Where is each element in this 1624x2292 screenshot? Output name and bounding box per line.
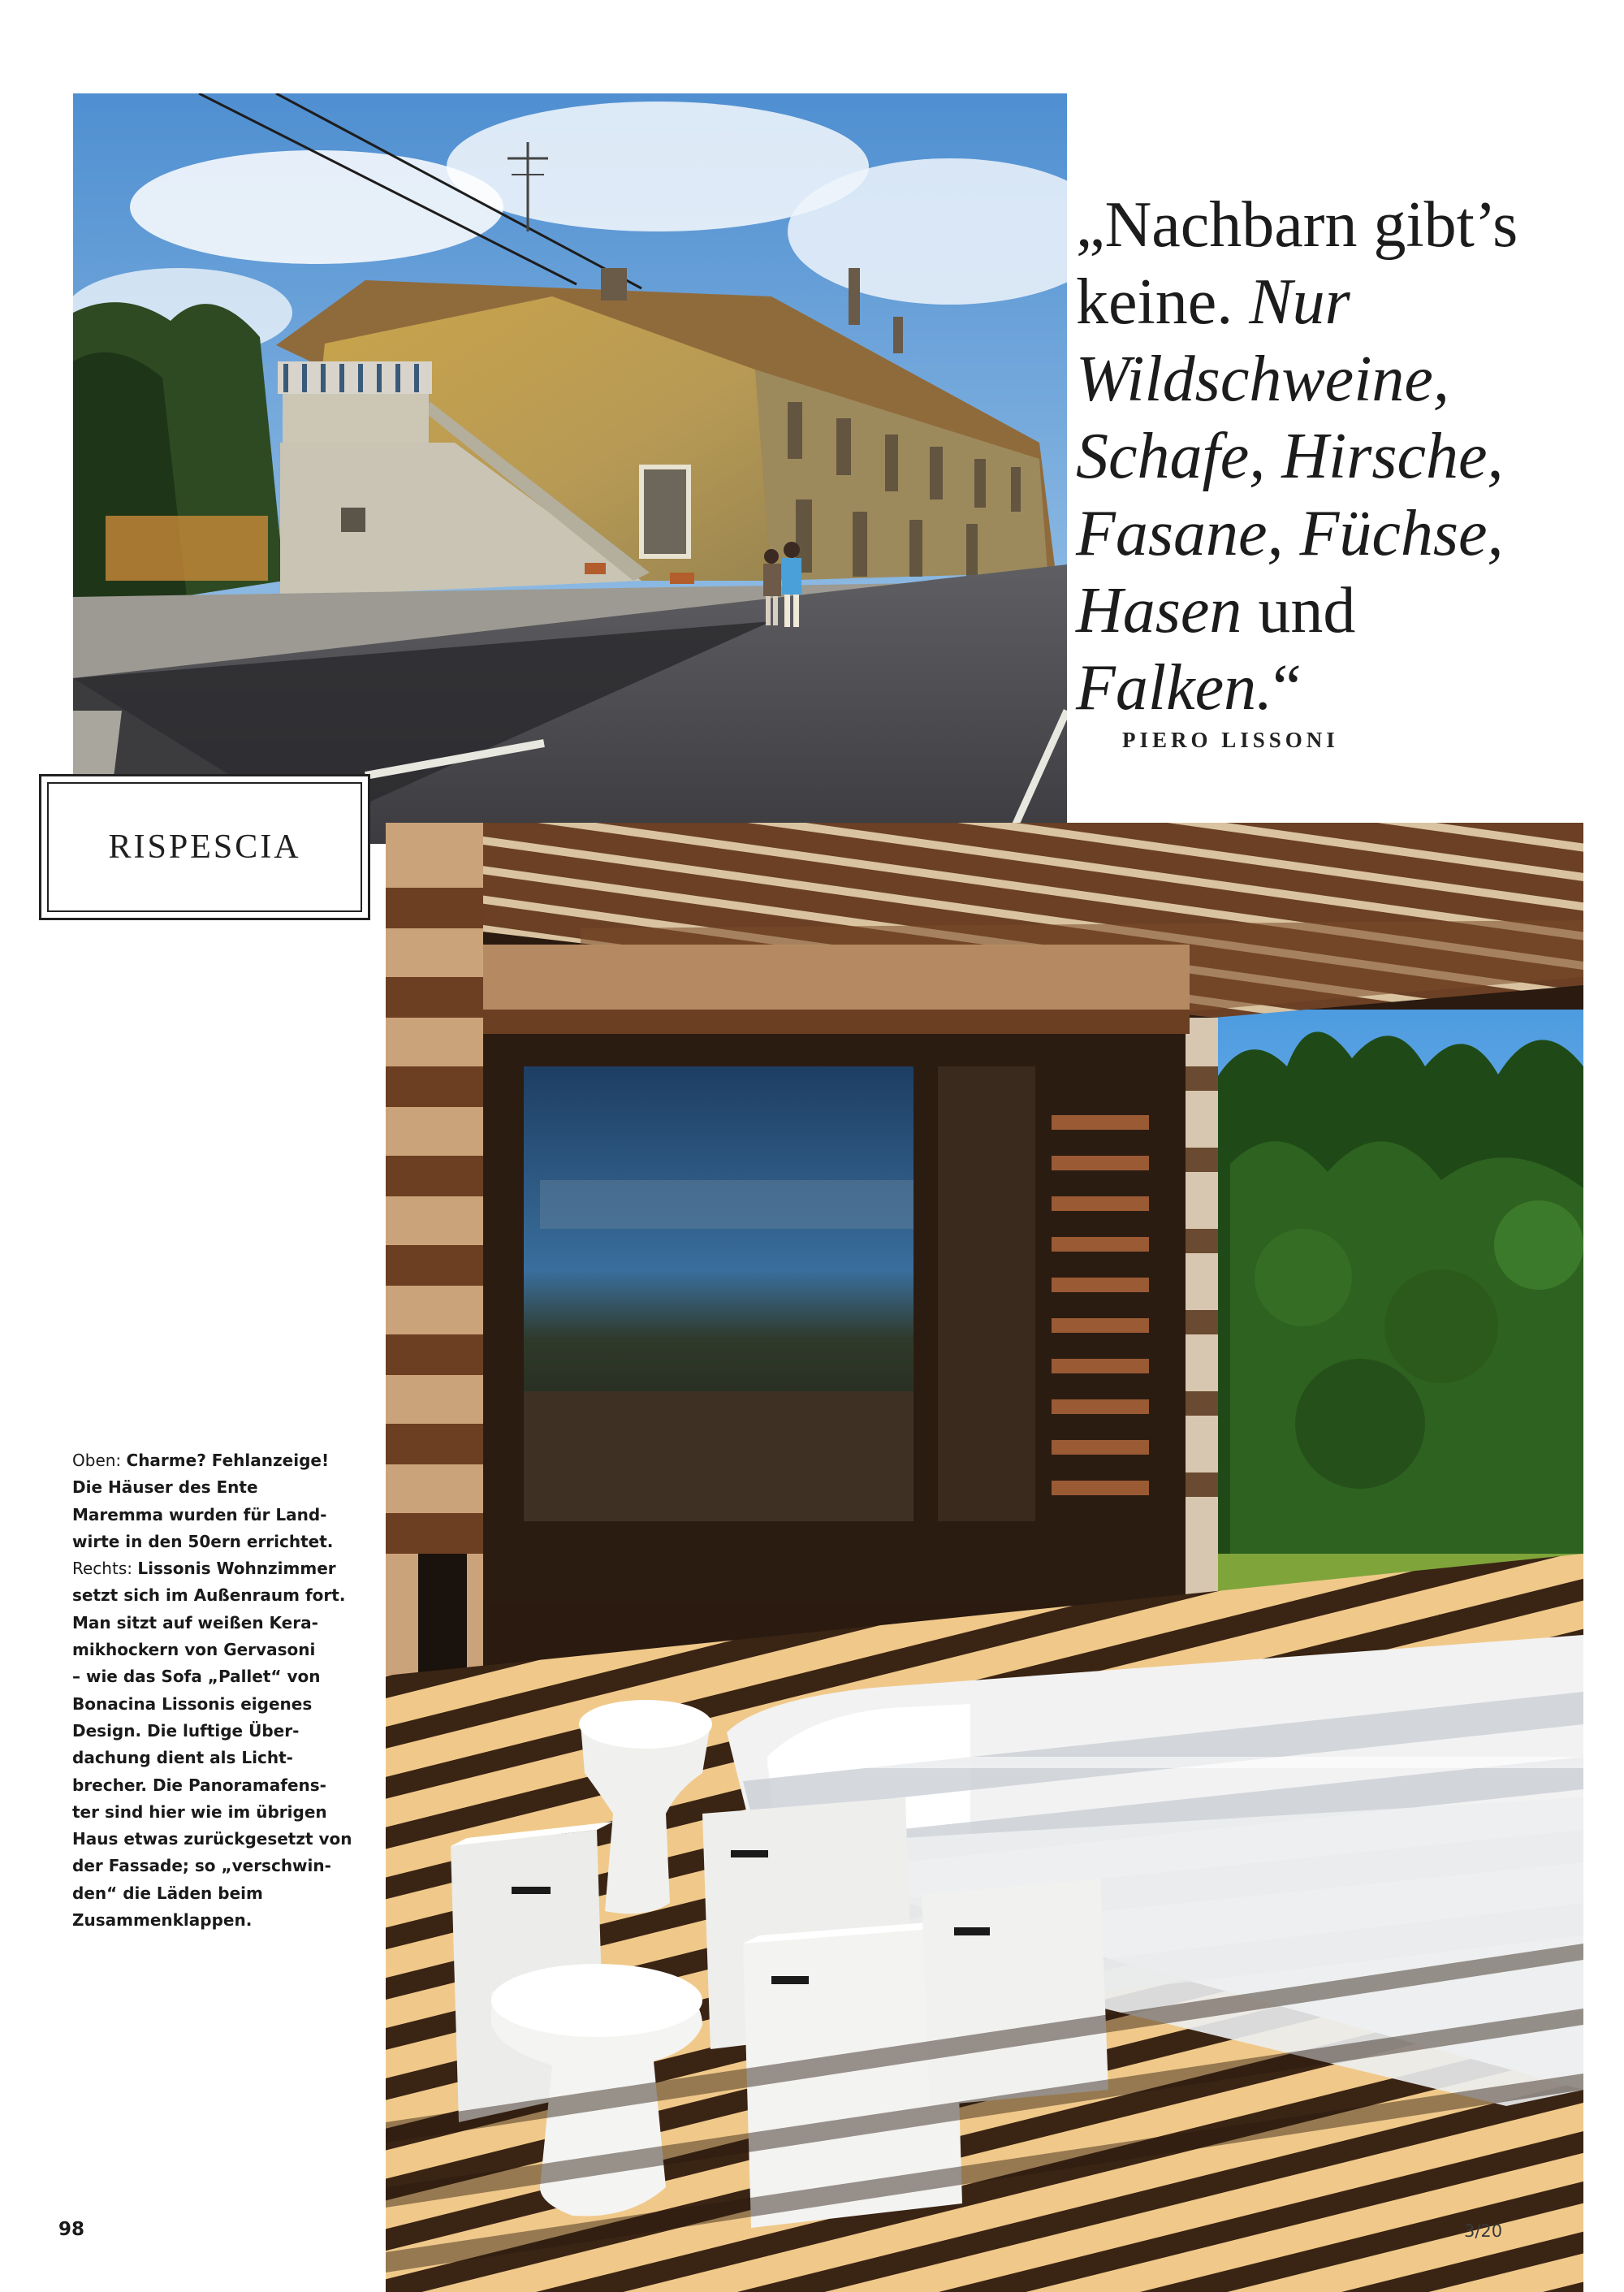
photo-farmhouse (73, 93, 1067, 844)
quote-roman: keine. (1076, 266, 1250, 338)
caption-line: Maremma wurden für Land- (72, 1504, 327, 1524)
caption-line: wirte in den 50ern errichtet. (72, 1531, 334, 1551)
caption-line: dachung dient als Licht- (72, 1748, 293, 1768)
issue-number: 3/20 (1464, 2221, 1503, 2241)
quote-line (1076, 187, 1596, 264)
caption-line (72, 1555, 381, 1582)
quote-italic: Falken. (1076, 652, 1273, 724)
quote-italic: Nur (1249, 266, 1350, 338)
caption-line: brecher. Die Panoramafens- (72, 1775, 326, 1795)
quote-line (1076, 495, 1596, 573)
caption-line: den“ die Läden beim (72, 1883, 263, 1903)
caption-lead: Rechts: (72, 1559, 138, 1579)
quote-italic: Hasen (1076, 575, 1242, 647)
place-label (39, 774, 370, 920)
quote-roman: “ (1272, 652, 1302, 724)
quote-attribution: PIERO LISSONI (1122, 728, 1339, 752)
quote-roman: und (1242, 575, 1356, 647)
place-label-text: RISPESCIA (108, 828, 301, 866)
caption-line: Die Häuser des Ente (72, 1477, 258, 1498)
caption-line: Zusammenklappen. (72, 1910, 253, 1931)
caption-line: – wie das Sofa „Pallet“ von (72, 1667, 321, 1687)
caption-line: ter sind hier wie im übrigen (72, 1801, 327, 1822)
pull-quote (1076, 187, 1596, 727)
quote-line (1076, 573, 1596, 650)
caption-line: mikhockern von Gervasoni (72, 1640, 316, 1660)
caption-line: setzt sich im Außenraum fort. (72, 1585, 346, 1606)
quote-italic: Wildschweine, (1076, 344, 1449, 415)
caption-text: Lissonis Wohnzimmer (137, 1559, 336, 1579)
caption-line: Haus etwas zurückgesetzt von (72, 1829, 352, 1849)
quote-roman: „Nachbarn gibt’s (1076, 189, 1518, 261)
quote-italic: Schafe, Hirsche, (1076, 421, 1504, 492)
page-number: 98 (58, 2219, 85, 2240)
photo-terrace (386, 823, 1583, 2292)
caption-text: Charme? Fehlanzeige! (126, 1451, 330, 1470)
quote-line (1076, 264, 1596, 341)
caption-line: Design. Die luftige Über- (72, 1720, 300, 1741)
quote-line (1076, 341, 1596, 418)
photo-caption (72, 1447, 381, 1934)
caption-line: Bonacina Lissonis eigenes (72, 1693, 313, 1714)
caption-line: Man sitzt auf weißen Kera- (72, 1612, 318, 1633)
quote-line (1076, 650, 1596, 727)
caption-line: der Fassade; so „verschwin- (72, 1856, 331, 1876)
quote-line (1076, 418, 1596, 495)
quote-italic: Fasane, Füchse, (1076, 498, 1504, 569)
caption-lead: Oben: (72, 1451, 127, 1470)
caption-line (72, 1447, 381, 1474)
